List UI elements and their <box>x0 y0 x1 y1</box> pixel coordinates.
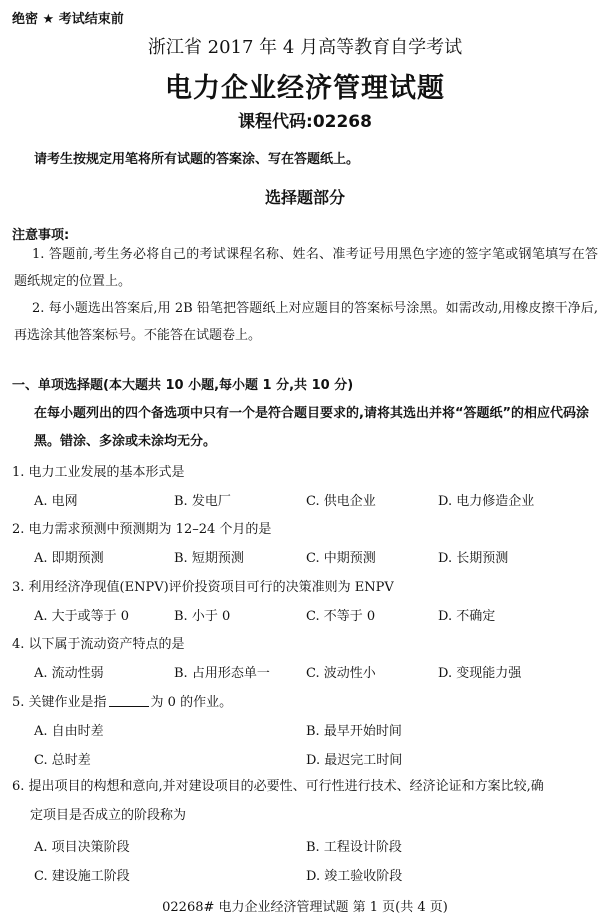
question-option: A. 项目决策阶段 <box>34 840 130 855</box>
note-item-2: 2. 每小题选出答案后,用 2B 铅笔把答题纸上对应题目的答案标号涂黑。如需改动,用橡皮擦干净后,再选涂其他答案标号。不能答在试题卷上。 <box>14 301 598 343</box>
question-stem-part: 定项目是否成立的阶段称为 <box>30 808 187 823</box>
course-code: 课程代码:02268 <box>238 112 372 132</box>
question-option: A. 流动性弱 <box>34 666 104 681</box>
exam-title: 浙江省 2017 年 4 月高等教育自学考试 <box>147 37 463 58</box>
page-footer: 02268# 电力企业经济管理试题 第 1 页(共 4 页) <box>162 900 448 915</box>
question-option: C. 不等于 0 <box>306 609 376 624</box>
general-instruction: 请考生按规定用笔将所有试题的答案涂、写在答题纸上。 <box>34 152 360 167</box>
question-stem: 3. 利用经济净现值(ENPV)评价投资项目可行的决策准则为 ENPV <box>12 580 394 595</box>
question-option: A. 即期预测 <box>34 551 104 566</box>
question-option: A. 自由时差 <box>34 724 104 739</box>
part-title: 一、单项选择题(本大题共 10 小题,每小题 1 分,共 10 分) <box>12 378 354 393</box>
question-option: B. 占用形态单一 <box>174 666 270 681</box>
question-option: D. 电力修造企业 <box>438 494 535 509</box>
paper-title: 电力企业经济管理试题 <box>165 73 445 104</box>
question-stem: 2. 电力需求预测中预测期为 12–24 个月的是 <box>12 522 272 537</box>
question-stem: 4. 以下属于流动资产特点的是 <box>12 637 185 652</box>
question-option: C. 供电企业 <box>306 494 376 509</box>
question-option: C. 波动性小 <box>306 666 376 681</box>
question-stem-part: 6. 提出项目的构想和意向,并对建设项目的必要性、可行性进行技术、经济论证和方案比较,确 <box>12 779 544 794</box>
question-option: B. 发电厂 <box>174 494 231 509</box>
confidential-label: 绝密 ★ 考试结束前 <box>12 12 124 27</box>
question-option: C. 总时差 <box>34 753 91 768</box>
question-option: D. 变现能力强 <box>438 666 522 681</box>
question-stem: 1. 电力工业发展的基本形式是 <box>12 465 185 480</box>
question-stem-part: 为 0 的作业。 <box>150 695 233 710</box>
answer-blank <box>109 694 149 707</box>
question-option: D. 不确定 <box>438 609 496 624</box>
question-stem <box>12 772 598 830</box>
question-stem-part: 5. 关键作业是指 <box>12 695 107 710</box>
question-option: B. 工程设计阶段 <box>306 840 402 855</box>
question-option: C. 建设施工阶段 <box>34 869 130 884</box>
section-heading: 选择题部分 <box>264 188 345 207</box>
part-instruction: 在每小题列出的四个备选项中只有一个是符合题目要求的,请将其选出并将“答题纸”的相应代码涂黑。错涂、多涂或未涂均无分。 <box>34 406 590 449</box>
question-option: C. 中期预测 <box>306 551 376 566</box>
question-stem <box>12 691 232 710</box>
notes-heading: 注意事项: <box>12 228 70 243</box>
question-option: D. 竣工验收阶段 <box>306 869 403 884</box>
question-option: B. 短期预测 <box>174 551 244 566</box>
question-option: A. 电网 <box>34 494 78 509</box>
note-item-1: 1. 答题前,考生务必将自己的考试课程名称、姓名、准考证号用黑色字迹的签字笔或钢笔填写在答题纸规定的位置上。 <box>14 247 598 289</box>
question-option: B. 小于 0 <box>174 609 231 624</box>
question-option: A. 大于或等于 0 <box>34 609 130 624</box>
question-option: D. 长期预测 <box>438 551 509 566</box>
question-option: D. 最迟完工时间 <box>306 753 403 768</box>
question-option: B. 最早开始时间 <box>306 724 402 739</box>
